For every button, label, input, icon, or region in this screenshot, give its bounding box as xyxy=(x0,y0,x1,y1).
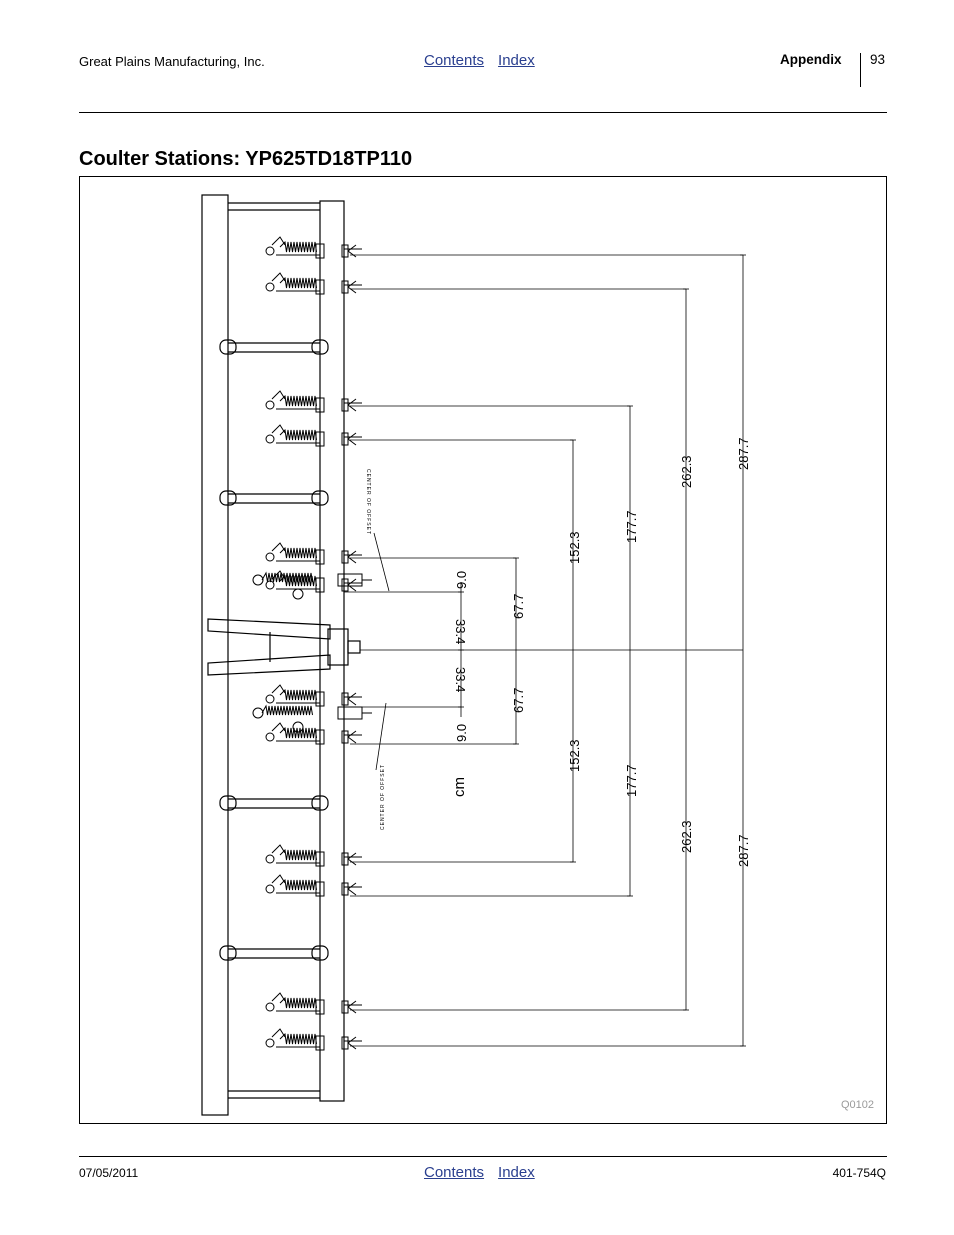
dim-lower-67-7: 67.7 xyxy=(511,687,526,713)
coulter-unit xyxy=(266,391,362,412)
coulter-unit xyxy=(266,875,362,896)
unit-label: cm xyxy=(451,777,468,797)
hitch xyxy=(208,619,360,675)
coulter-diagram xyxy=(80,177,886,1123)
lower-dimension-labels xyxy=(453,667,751,867)
coulter-unit xyxy=(266,723,362,744)
company-name: Great Plains Manufacturing, Inc. xyxy=(79,54,265,69)
header-divider xyxy=(860,53,861,87)
dim-upper-152-3: 152.3 xyxy=(567,531,582,564)
coulter-unit xyxy=(266,1029,362,1050)
header-rule xyxy=(79,112,887,113)
coulter-unit xyxy=(266,685,362,706)
coulter-unit xyxy=(266,993,362,1014)
coulter-unit xyxy=(266,845,362,866)
dim-upper-287-7: 287.7 xyxy=(736,437,751,470)
dim-upper-33-4: 33.4 xyxy=(453,619,468,645)
dim-upper-9-0: 9.0 xyxy=(454,570,469,589)
upper-dimension-labels xyxy=(453,437,751,644)
page-title: Coulter Stations: YP625TD18TP110 xyxy=(79,148,413,170)
contents-link[interactable]: Contents xyxy=(424,52,485,69)
footer-index-link[interactable]: Index xyxy=(498,1164,535,1181)
dim-lower-152-3: 152.3 xyxy=(567,739,582,772)
figure-frame xyxy=(79,176,887,1124)
footer-contents-link[interactable]: Contents xyxy=(424,1164,485,1181)
coulter-units xyxy=(253,237,372,1050)
dim-lower-262-3: 262.3 xyxy=(679,820,694,853)
coulter-unit xyxy=(266,237,362,258)
footer-nav xyxy=(424,1164,549,1181)
page-number: 93 xyxy=(870,52,886,67)
dim-lower-9-0: 9.0 xyxy=(454,723,469,742)
header-nav xyxy=(424,52,549,69)
footer-date: 07/05/2011 xyxy=(79,1166,139,1180)
figure-id: Q0102 xyxy=(840,1099,874,1111)
dim-lower-177-7: 177.7 xyxy=(624,764,639,797)
coulter-unit xyxy=(266,425,362,446)
dim-lower-287-7: 287.7 xyxy=(736,834,751,867)
dimension-lines xyxy=(344,255,746,1046)
footer-rule xyxy=(79,1156,887,1157)
dim-upper-262-3: 262.3 xyxy=(679,455,694,488)
dim-upper-67-7: 67.7 xyxy=(511,593,526,619)
coulter-unit xyxy=(266,543,362,564)
doc-number: 401-754Q xyxy=(832,1166,886,1180)
rear-bar xyxy=(320,201,344,1101)
toolbar-frame xyxy=(202,195,228,1115)
center-of-offset-upper: CENTER OF OFFSET xyxy=(365,469,371,535)
coulter-unit xyxy=(266,273,362,294)
center-of-offset-lower: CENTER OF OFFSET xyxy=(380,764,386,830)
index-link[interactable]: Index xyxy=(498,52,535,69)
dim-upper-177-7: 177.7 xyxy=(624,510,639,543)
dim-lower-33-4: 33.4 xyxy=(453,667,468,693)
section-label: Appendix xyxy=(780,52,842,67)
